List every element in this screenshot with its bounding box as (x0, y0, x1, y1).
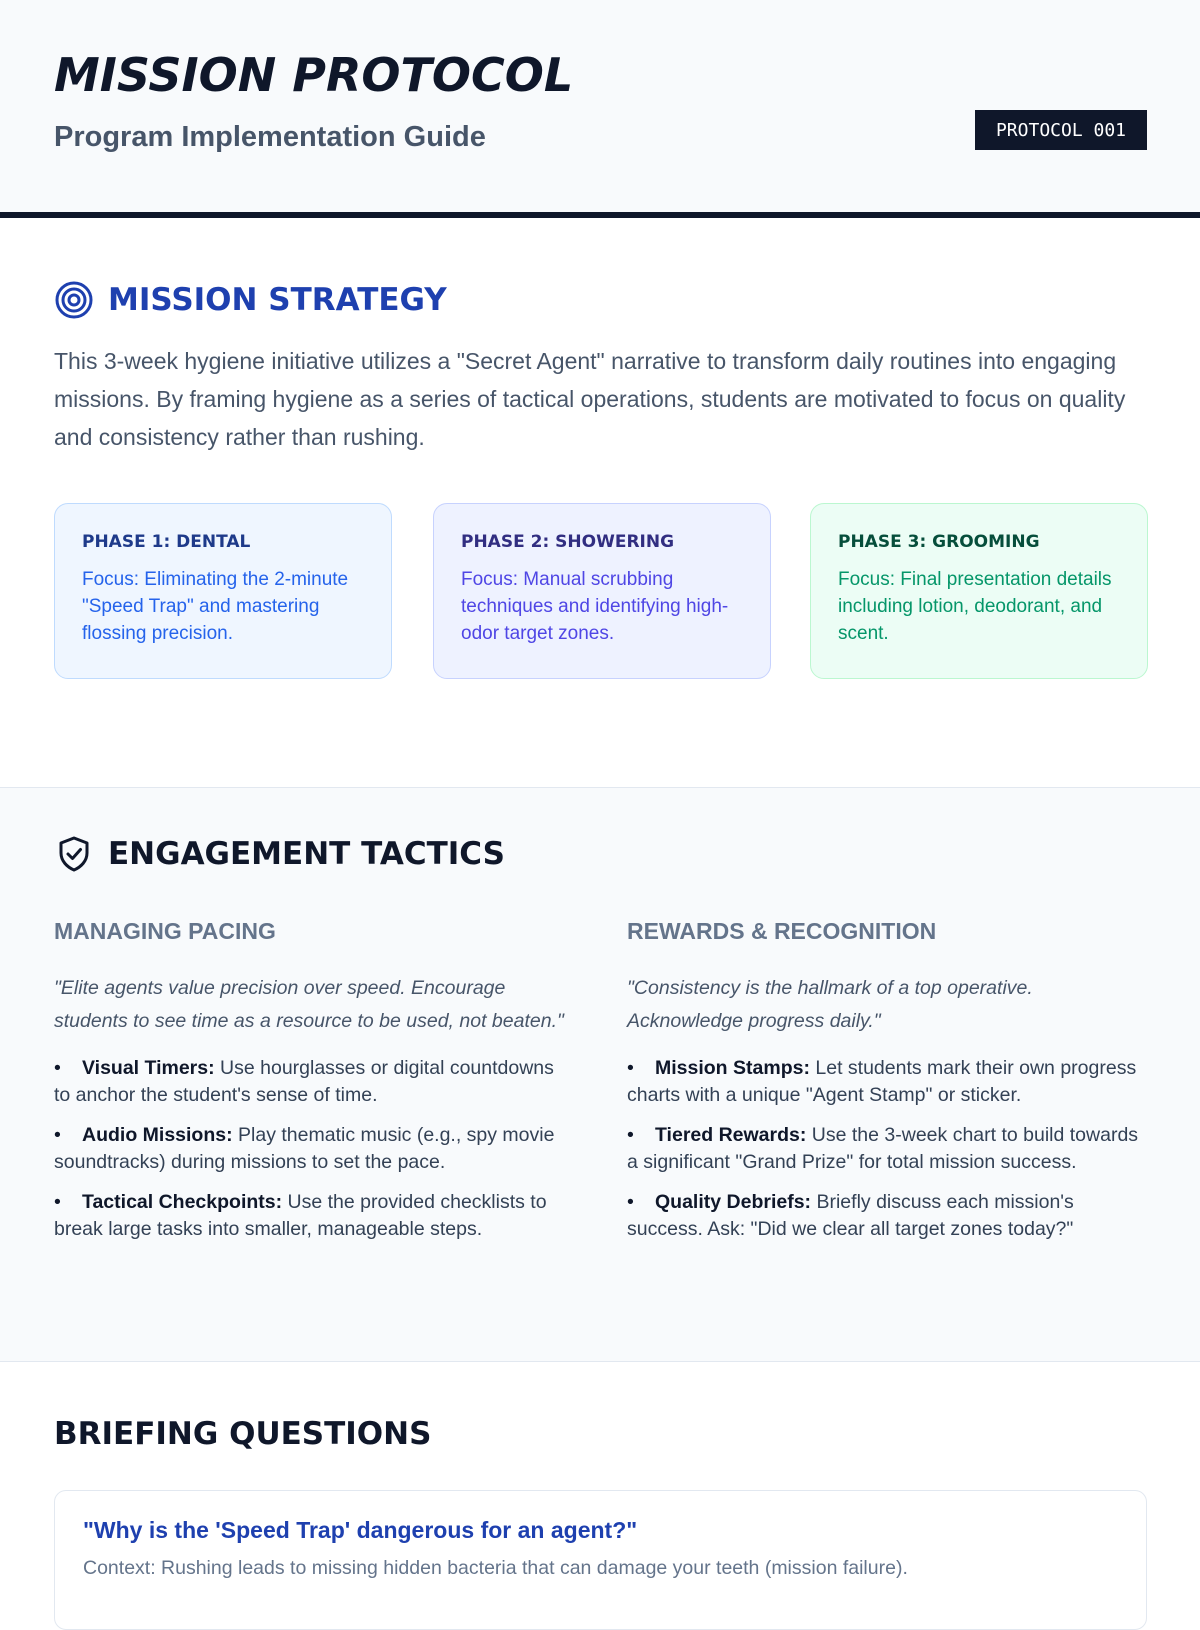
phase-title: PHASE 3: GROOMING (838, 532, 1040, 552)
list-item (54, 1122, 574, 1176)
item-label: Quality Debriefs: (655, 1191, 812, 1213)
document-title: MISSION PROTOCOL (54, 48, 574, 102)
phase-focus: Focus: Manual scrubbing techniques and identifying high-odor target zones. (461, 569, 729, 644)
phase-card-showering (433, 503, 771, 679)
bullet-icon: • (54, 1191, 61, 1213)
briefing-questions-section (0, 1362, 1200, 1600)
protocol-badge: PROTOCOL 001 (975, 110, 1147, 150)
phase-card-dental (54, 503, 392, 679)
item-label: Visual Timers: (82, 1057, 215, 1079)
mission-strategy-heading (54, 280, 447, 320)
pacing-quote: "Elite agents value precision over speed. Encourage students to see time as a resource to be used, not beaten." (54, 977, 564, 1032)
list-item (54, 1189, 574, 1243)
phase-focus: Focus: Final presentation details including lotion, deodorant, and scent. (838, 569, 1112, 644)
rewards-quote: "Consistency is the hallmark of a top operative. Acknowledge progress daily." (627, 977, 1033, 1032)
briefing-questions-title: BRIEFING QUESTIONS (54, 1416, 432, 1452)
page-header (0, 0, 1200, 218)
item-label: Audio Missions: (82, 1124, 233, 1146)
rewards-recognition-column (627, 918, 1147, 1256)
mission-strategy-section (0, 224, 1200, 788)
item-text: Let students mark their own progress charts with a unique "Agent Stamp" or sticker. (627, 1057, 1137, 1106)
engagement-tactics-title: ENGAGEMENT TACTICS (108, 836, 505, 872)
bullet-icon: • (627, 1191, 634, 1213)
item-text: Use the 3-week chart to build towards a significant "Grand Prize" for total mission success. (627, 1124, 1139, 1173)
item-text: Use the provided checklists to break large tasks into smaller, manageable steps. (54, 1191, 547, 1240)
item-label: Tiered Rewards: (655, 1124, 807, 1146)
item-label: Tactical Checkpoints: (82, 1191, 283, 1213)
target-icon (54, 280, 94, 320)
phase-focus: Focus: Eliminating the 2-minute "Speed Trap" and mastering flossing precision. (82, 569, 349, 644)
phase-card-grooming (810, 503, 1148, 679)
list-item (54, 1055, 574, 1109)
question-context: Context: Rushing leads to missing hidden bacteria that can damage your teeth (mission failure). (83, 1557, 908, 1579)
engagement-tactics-section (0, 788, 1200, 1362)
bullet-icon: • (54, 1124, 61, 1146)
list-item (627, 1189, 1147, 1243)
item-label: Mission Stamps: (655, 1057, 810, 1079)
shield-check-icon (54, 834, 94, 874)
item-text: Use hourglasses or digital countdowns to anchor the student's sense of time. (54, 1057, 554, 1106)
list-item (627, 1055, 1147, 1109)
rewards-recognition-heading: REWARDS & RECOGNITION (627, 918, 937, 944)
bullet-icon: • (54, 1057, 61, 1079)
phase-title: PHASE 1: DENTAL (82, 532, 251, 552)
bullet-icon: • (627, 1124, 634, 1146)
bullet-icon: • (627, 1057, 634, 1079)
question-text: "Why is the 'Speed Trap' dangerous for an agent?" (83, 1517, 638, 1543)
mission-strategy-title: MISSION STRATEGY (108, 282, 447, 318)
document-subtitle: Program Implementation Guide (54, 121, 486, 153)
managing-pacing-column (54, 918, 574, 1256)
pacing-list (54, 1055, 574, 1243)
engagement-tactics-heading (54, 834, 505, 874)
item-text: Play thematic music (e.g., spy movie soundtracks) during missions to set the pace. (54, 1124, 555, 1173)
item-text: Briefly discuss each mission's success. Ask: "Did we clear all target zones today?" (627, 1191, 1074, 1240)
rewards-list (627, 1055, 1147, 1243)
strategy-intro: This 3-week hygiene initiative utilizes a "Secret Agent" narrative to transform daily routines into engaging missions. By framing hygiene as a series of tactical operations, students are motivated to focus on quality and consistency rather than rushing. (54, 348, 1126, 450)
phase-title: PHASE 2: SHOWERING (461, 532, 675, 552)
list-item (627, 1122, 1147, 1176)
managing-pacing-heading: MANAGING PACING (54, 918, 276, 944)
question-card (54, 1490, 1147, 1630)
